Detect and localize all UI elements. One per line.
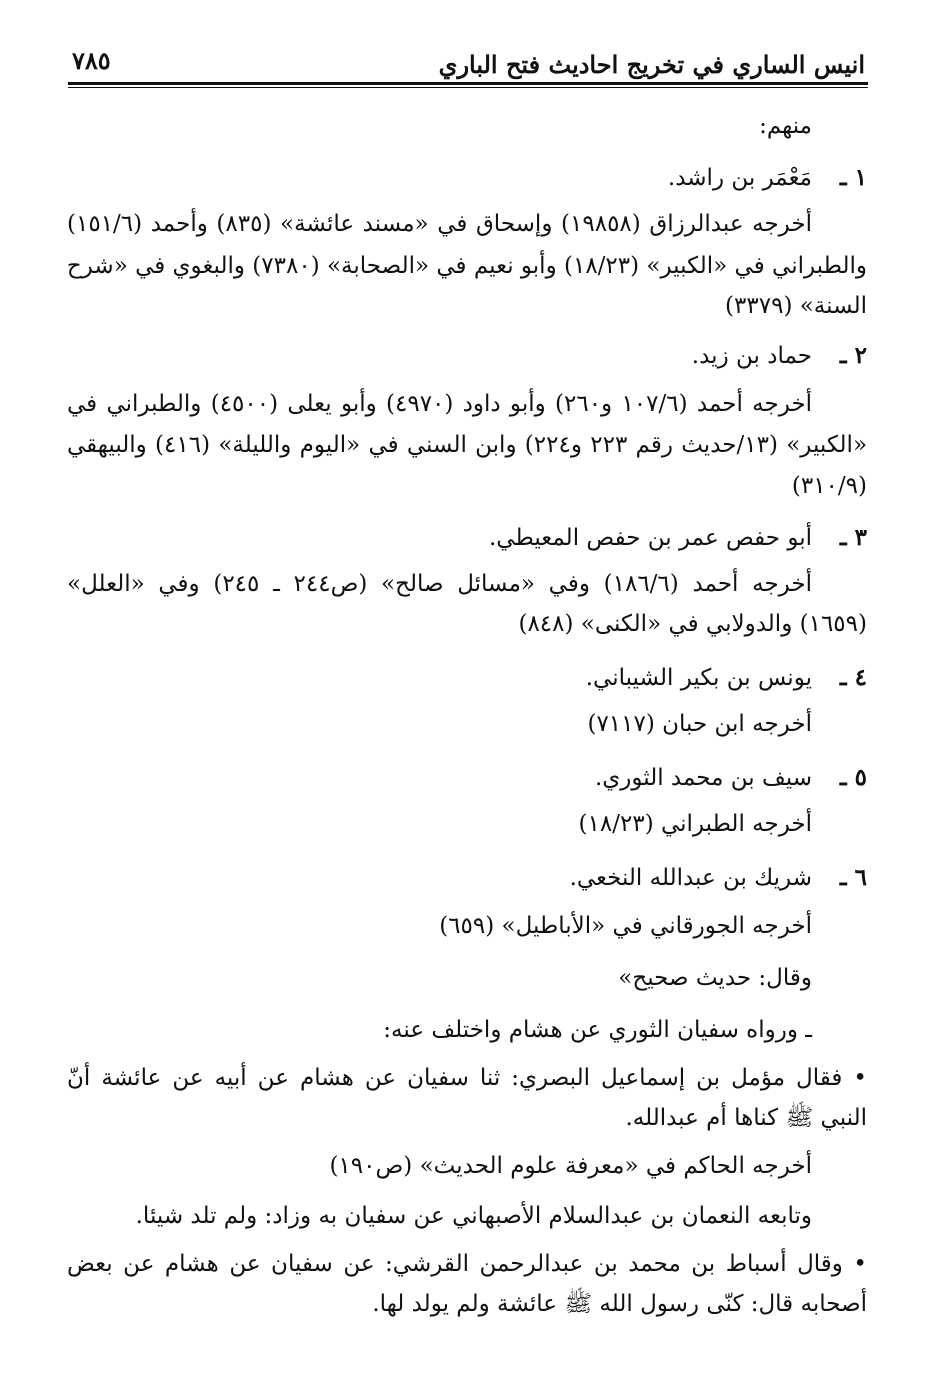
narrator-heading-3: ٣ ـأبو حفص عمر بن حفص المعيطي. <box>489 524 867 551</box>
mutabaa-line: وتابعه النعمان بن عبدالسلام الأصبهاني عن سفيان به وزاد: ولم تلد شيئا. <box>135 1203 812 1229</box>
narrator-heading-1: ١ ـمَعْمَر بن راشد. <box>667 164 867 191</box>
takhrij-line: أخرجه الطبراني (١٨/٢٣) <box>578 811 812 837</box>
variant-line: أصحابه قال: كنّى رسول الله ﷺ عائشة ولم يولد لها. <box>372 1291 867 1317</box>
header-rule-thick <box>68 82 868 85</box>
narrator-heading-4: ٤ ـيونس بن بكير الشيباني. <box>585 664 867 691</box>
takhrij-line: أخرجه أحمد (١٠٧/٦ و٢٦٠) وأبو داود (٤٩٧٠) وأبو يعلى (٤٥٠٠) والطبراني في <box>67 391 812 417</box>
takhrij-line: أخرجه الجورقاني في «الأباطيل» (٦٥٩) <box>439 913 812 939</box>
narrator-heading-2: ٢ ـحماد بن زيد. <box>691 342 867 369</box>
running-header-title: انيس الساري في تخريج احاديث فتح الباري <box>438 50 865 79</box>
takhrij-line: (٣١٠/٩) <box>791 473 867 499</box>
narrator-heading-6: ٦ ـشريك بن عبدالله النخعي. <box>569 864 867 891</box>
variant-line: • وقال أسباط بن محمد بن عبدالرحمن القرشي: عن سفيان عن هشام عن بعض <box>67 1251 867 1277</box>
variant-intro: ـ ورواه سفيان الثوري عن هشام واختلف عنه: <box>383 1017 812 1043</box>
takhrij-line: أخرجه عبدالرزاق (١٩٨٥٨) وإسحاق في «مسند عائشة» (٨٣٥) وأحمد (١٥١/٦) <box>67 211 812 237</box>
quote-line: وقال: حديث صحيح» <box>618 965 812 991</box>
page-number: ٧٨٥ <box>72 46 111 75</box>
takhrij-line: السنة» (٣٣٧٩) <box>725 293 867 319</box>
takhrij-line: «الكبير» (١٣/حديث رقم ٢٢٣ و٢٢٤) وابن السني في «اليوم والليلة» (٤١٦) والبيهقي <box>67 432 868 458</box>
intro-line: منهم: <box>759 113 812 139</box>
takhrij-line: (١٦٥٩) والدولابي في «الكنى» (٨٤٨) <box>518 611 867 637</box>
takhrij-line: أخرجه أحمد (١٨٦/٦) وفي «مسائل صالح» (ص٢٤٤ ـ ٢٤٥) وفي «العلل» <box>67 571 812 597</box>
takhrij-line: أخرجه ابن حبان (٧١١٧) <box>587 711 812 737</box>
variant-line: النبي ﷺ كناها أم عبدالله. <box>625 1105 867 1131</box>
takhrij-line: والطبراني في «الكبير» (١٨/٢٣) وأبو نعيم في «الصحابة» (٧٣٨٠) والبغوي في «شرح <box>66 253 867 279</box>
narrator-heading-5: ٥ ـسيف بن محمد الثوري. <box>594 764 867 791</box>
variant-line: • فقال مؤمل بن إسماعيل البصري: ثنا سفيان عن هشام عن أبيه عن عائشة أنّ <box>67 1065 867 1091</box>
header-rule-thin <box>68 87 868 88</box>
takhrij-line: أخرجه الحاكم في «معرفة علوم الحديث» (ص١٩٠) <box>329 1153 812 1179</box>
